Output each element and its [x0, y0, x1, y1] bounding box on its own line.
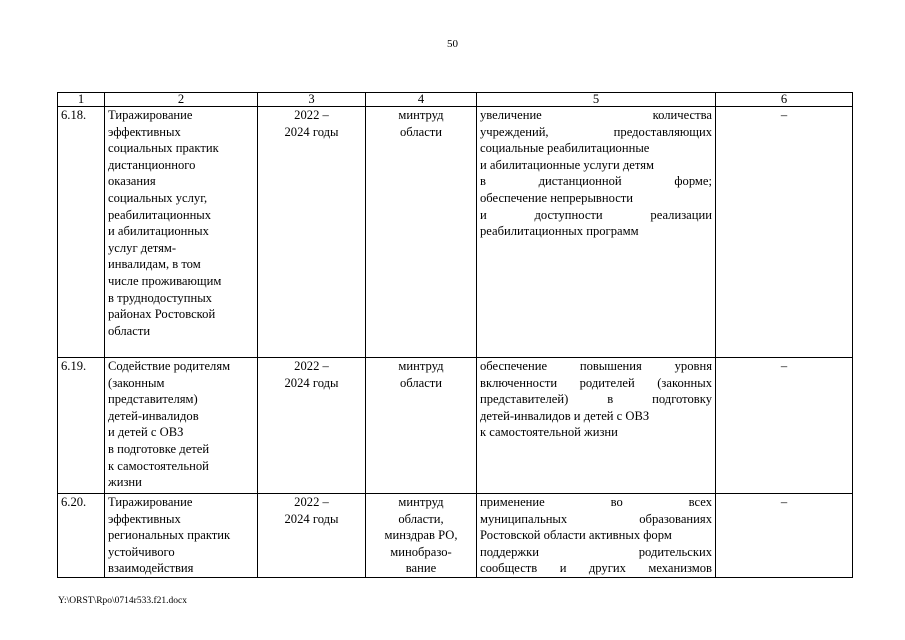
cell-line: дистанционного: [108, 157, 196, 172]
column-header-5: 5: [477, 93, 716, 107]
cell-line: Ростовской области активных форм: [480, 528, 672, 543]
cell-line: минздрав РО,: [384, 528, 458, 543]
cell-line: социальных практик: [108, 141, 219, 156]
cell-line: 2022 –: [294, 495, 329, 509]
footer-file-path: Y:\ORST\Rpo\0714r533.f21.docx: [58, 596, 187, 606]
cell-line: обеспечение непрерывности: [480, 190, 634, 205]
cell-line: 2022 –: [294, 359, 329, 373]
cell-line: региональных практик: [108, 528, 231, 543]
cell-line: инвалидам, в том: [108, 257, 201, 272]
executor-cell: [366, 107, 477, 358]
cell-line: и абилитационных: [108, 224, 209, 239]
cell-line: детей-инвалидов: [108, 408, 199, 423]
column-header-2: 2: [105, 93, 258, 107]
measures-table: [57, 92, 853, 578]
result-cell: [477, 107, 716, 358]
cell-line: вание: [405, 561, 437, 576]
cell-line: устойчивого: [108, 544, 175, 559]
cell-line: социальные реабилитационные: [480, 141, 650, 156]
cell-line: Содействие родителям: [108, 359, 231, 373]
cell-line: учреждений, предоставляющих: [480, 124, 712, 139]
row-number-cell: 6.18.: [58, 107, 105, 358]
note-cell: –: [716, 107, 853, 358]
cell-line: представителям): [108, 392, 198, 407]
cell-line: районах Ростовской: [108, 307, 216, 322]
column-header-6: 6: [716, 93, 853, 107]
cell-line: в дистанционной форме;: [480, 174, 712, 189]
cell-line: социальных услуг,: [108, 190, 208, 205]
cell-line: к самостоятельной: [108, 458, 209, 473]
cell-line: увеличение количества: [480, 108, 712, 122]
cell-line: и доступности реализации: [480, 207, 712, 222]
cell-line: минобразо-: [390, 544, 452, 559]
cell-line: в подготовке детей: [108, 441, 210, 456]
table-header-row: [58, 93, 853, 107]
executor-cell: [366, 494, 477, 578]
table-row: [58, 107, 853, 358]
measure-name-cell: [105, 494, 258, 578]
column-header-4: 4: [366, 93, 477, 107]
note-cell: –: [716, 358, 853, 494]
cell-line: области: [399, 375, 443, 390]
cell-line: жизни: [108, 475, 142, 490]
cell-line: Тиражирование: [108, 495, 193, 509]
cell-line: детей-инвалидов и детей с ОВЗ: [480, 408, 650, 423]
cell-line: 2024 годы: [284, 124, 339, 139]
column-header-1: 1: [58, 93, 105, 107]
period-cell: [258, 107, 366, 358]
cell-line: включенности родителей (законных: [480, 375, 712, 390]
cell-line: и абилитационные услуги детям: [480, 157, 654, 172]
cell-line: числе проживающим: [108, 273, 222, 288]
cell-line: минтруд: [398, 108, 444, 122]
table-row: [58, 358, 853, 494]
cell-line: 2022 –: [294, 108, 329, 122]
cell-line: (законным: [108, 375, 165, 390]
executor-cell: [366, 358, 477, 494]
page-number: 50: [447, 38, 458, 50]
cell-line: услуг детям-: [108, 240, 177, 255]
cell-line: в труднодоступных: [108, 290, 212, 305]
cell-line: и детей с ОВЗ: [108, 425, 184, 440]
cell-line: минтруд: [398, 359, 444, 373]
measure-name-cell: [105, 358, 258, 494]
cell-line: представителей) в подготовку: [480, 392, 712, 407]
row-number-cell: 6.19.: [58, 358, 105, 494]
result-cell: [477, 358, 716, 494]
cell-line: сообществ и других механизмов: [480, 561, 712, 576]
cell-line: реабилитационных программ: [480, 224, 639, 239]
cell-line: поддержки родительских: [480, 544, 712, 559]
measure-name-cell: [105, 107, 258, 358]
cell-line: Тиражирование: [108, 108, 193, 122]
cell-line: применение во всех: [480, 495, 712, 509]
cell-line: эффективных: [108, 124, 181, 139]
cell-line: области,: [398, 511, 444, 526]
column-header-3: 3: [258, 93, 366, 107]
row-number-cell: 6.20.: [58, 494, 105, 578]
cell-line: взаимодействия: [108, 561, 194, 576]
cell-line: эффективных: [108, 511, 181, 526]
cell-line: 2024 годы: [284, 511, 339, 526]
cell-line: минтруд: [398, 495, 444, 509]
cell-line: обеспечение повышения уровня: [480, 359, 712, 373]
cell-line: реабилитационных: [108, 207, 212, 222]
cell-line: муниципальных образованиях: [480, 511, 712, 526]
period-cell: [258, 358, 366, 494]
cell-line: 2024 годы: [284, 375, 339, 390]
cell-line: области: [399, 124, 443, 139]
cell-line: оказания: [108, 174, 156, 189]
note-cell: –: [716, 494, 853, 578]
result-cell: [477, 494, 716, 578]
table-row: [58, 494, 853, 578]
cell-line: к самостоятельной жизни: [480, 425, 618, 440]
cell-line: области: [108, 323, 151, 338]
period-cell: [258, 494, 366, 578]
